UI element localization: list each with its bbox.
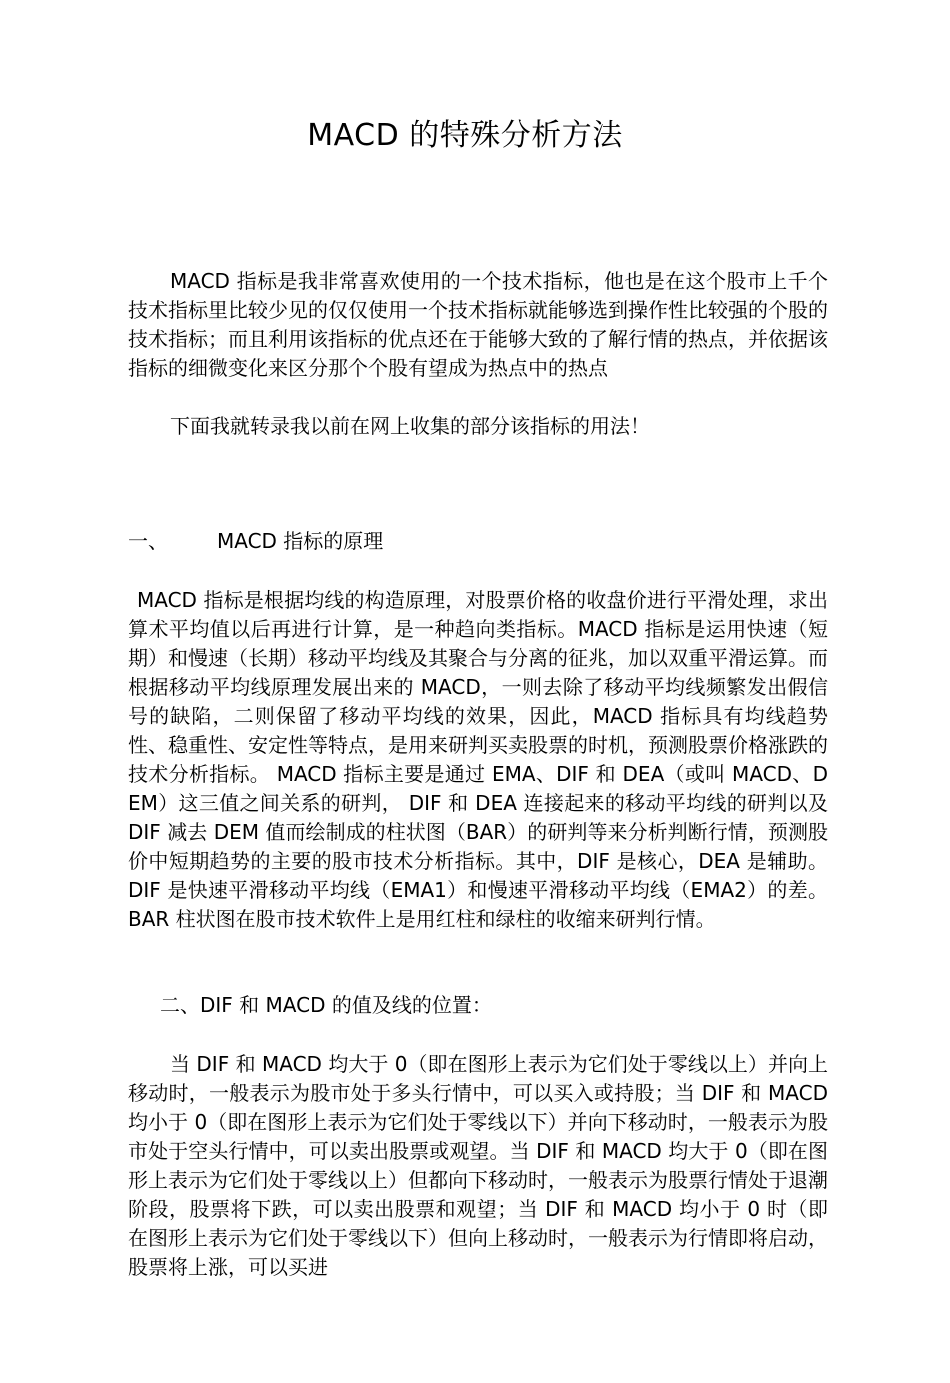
document-title: MACD 的特殊分析方法 (307, 118, 623, 153)
section-1-heading (128, 527, 383, 556)
section-2-heading: 二、DIF 和 MACD 的值及线的位置： (160, 993, 492, 1017)
section-2-body: 当 DIF 和 MACD 均大于 0（即在图形上表示为它们处于零线以上）并向上移动时，一般表示为股市处于多头行情中，可以买入或持股；当 DIF 和 MACD 均小于 0（即在图形上表示为它们处于零线以下）并向下移动时，一般表示为股市处于空头行情中，可以卖出股票或观望。当 DIF 和 MACD 均大于 0（即在图形上表示为它们处于零线以上）但都向下移动时，一般表示为股票行情处于退潮阶段，股票将下跌，可以卖出股票和观望；当 DIF 和 MACD 均小于 0 时（即在图形上表示为它们处于零线以下）但向上移动时，一般表示为行情即将启动，股票将上涨，可以买进 (128, 1052, 828, 1279)
section-1-number: 一、 (128, 529, 168, 553)
section-1-body: MACD 指标是根据均线的构造原理，对股票价格的收盘价进行平滑处理，求出算术平均值以后再进行计算，是一种趋向类指标。MACD 指标是运用快速（短期）和慢速（长期）移动平均线及其聚合与分离的征兆，加以双重平滑运算。而根据移动平均线原理发展出来的 MACD，一则去除了移动平均线频繁发出假信号的缺陷，二则保留了移动平均线的效果，因此，MACD 指标具有均线趋势性、稳重性、安定性等特点，是用来研判买卖股票的时机，预测股票价格涨跌的技术分析指标。 MACD 指标主要是通过 EMA、DIF 和 DEA（或叫 MACD、DEM）这三值之间关系的研判， DIF 和 DEA 连接起来的移动平均线的研判以及 DIF 减去 DEM 值而绘制成的柱状图（BAR）的研判等来分析判断行情，预测股价中短期趋势的主要的股市技术分析指标。其中，DIF 是核心，DEA 是辅助。DIF 是快速平滑移动平均线（EMA1）和慢速平滑移动平均线（EMA2）的差。BAR 柱状图在股市技术软件上是用红柱和绿柱的收缩来研判行情。 (128, 588, 828, 931)
intro-paragraph-2: 下面我就转录我以前在网上收集的部分该指标的用法！ (170, 414, 650, 438)
section-1-title: MACD 指标的原理 (217, 529, 384, 553)
intro-paragraph-1: MACD 指标是我非常喜欢使用的一个技术指标，他也是在这个股市上千个技术指标里比较少见的仅仅使用一个技术指标就能够选到操作性比较强的个股的技术指标；而且利用该指标的优点还在于能够大致的了解行情的热点，并依据该指标的细微变化来区分那个个股有望成为热点中的热点 (128, 269, 828, 380)
